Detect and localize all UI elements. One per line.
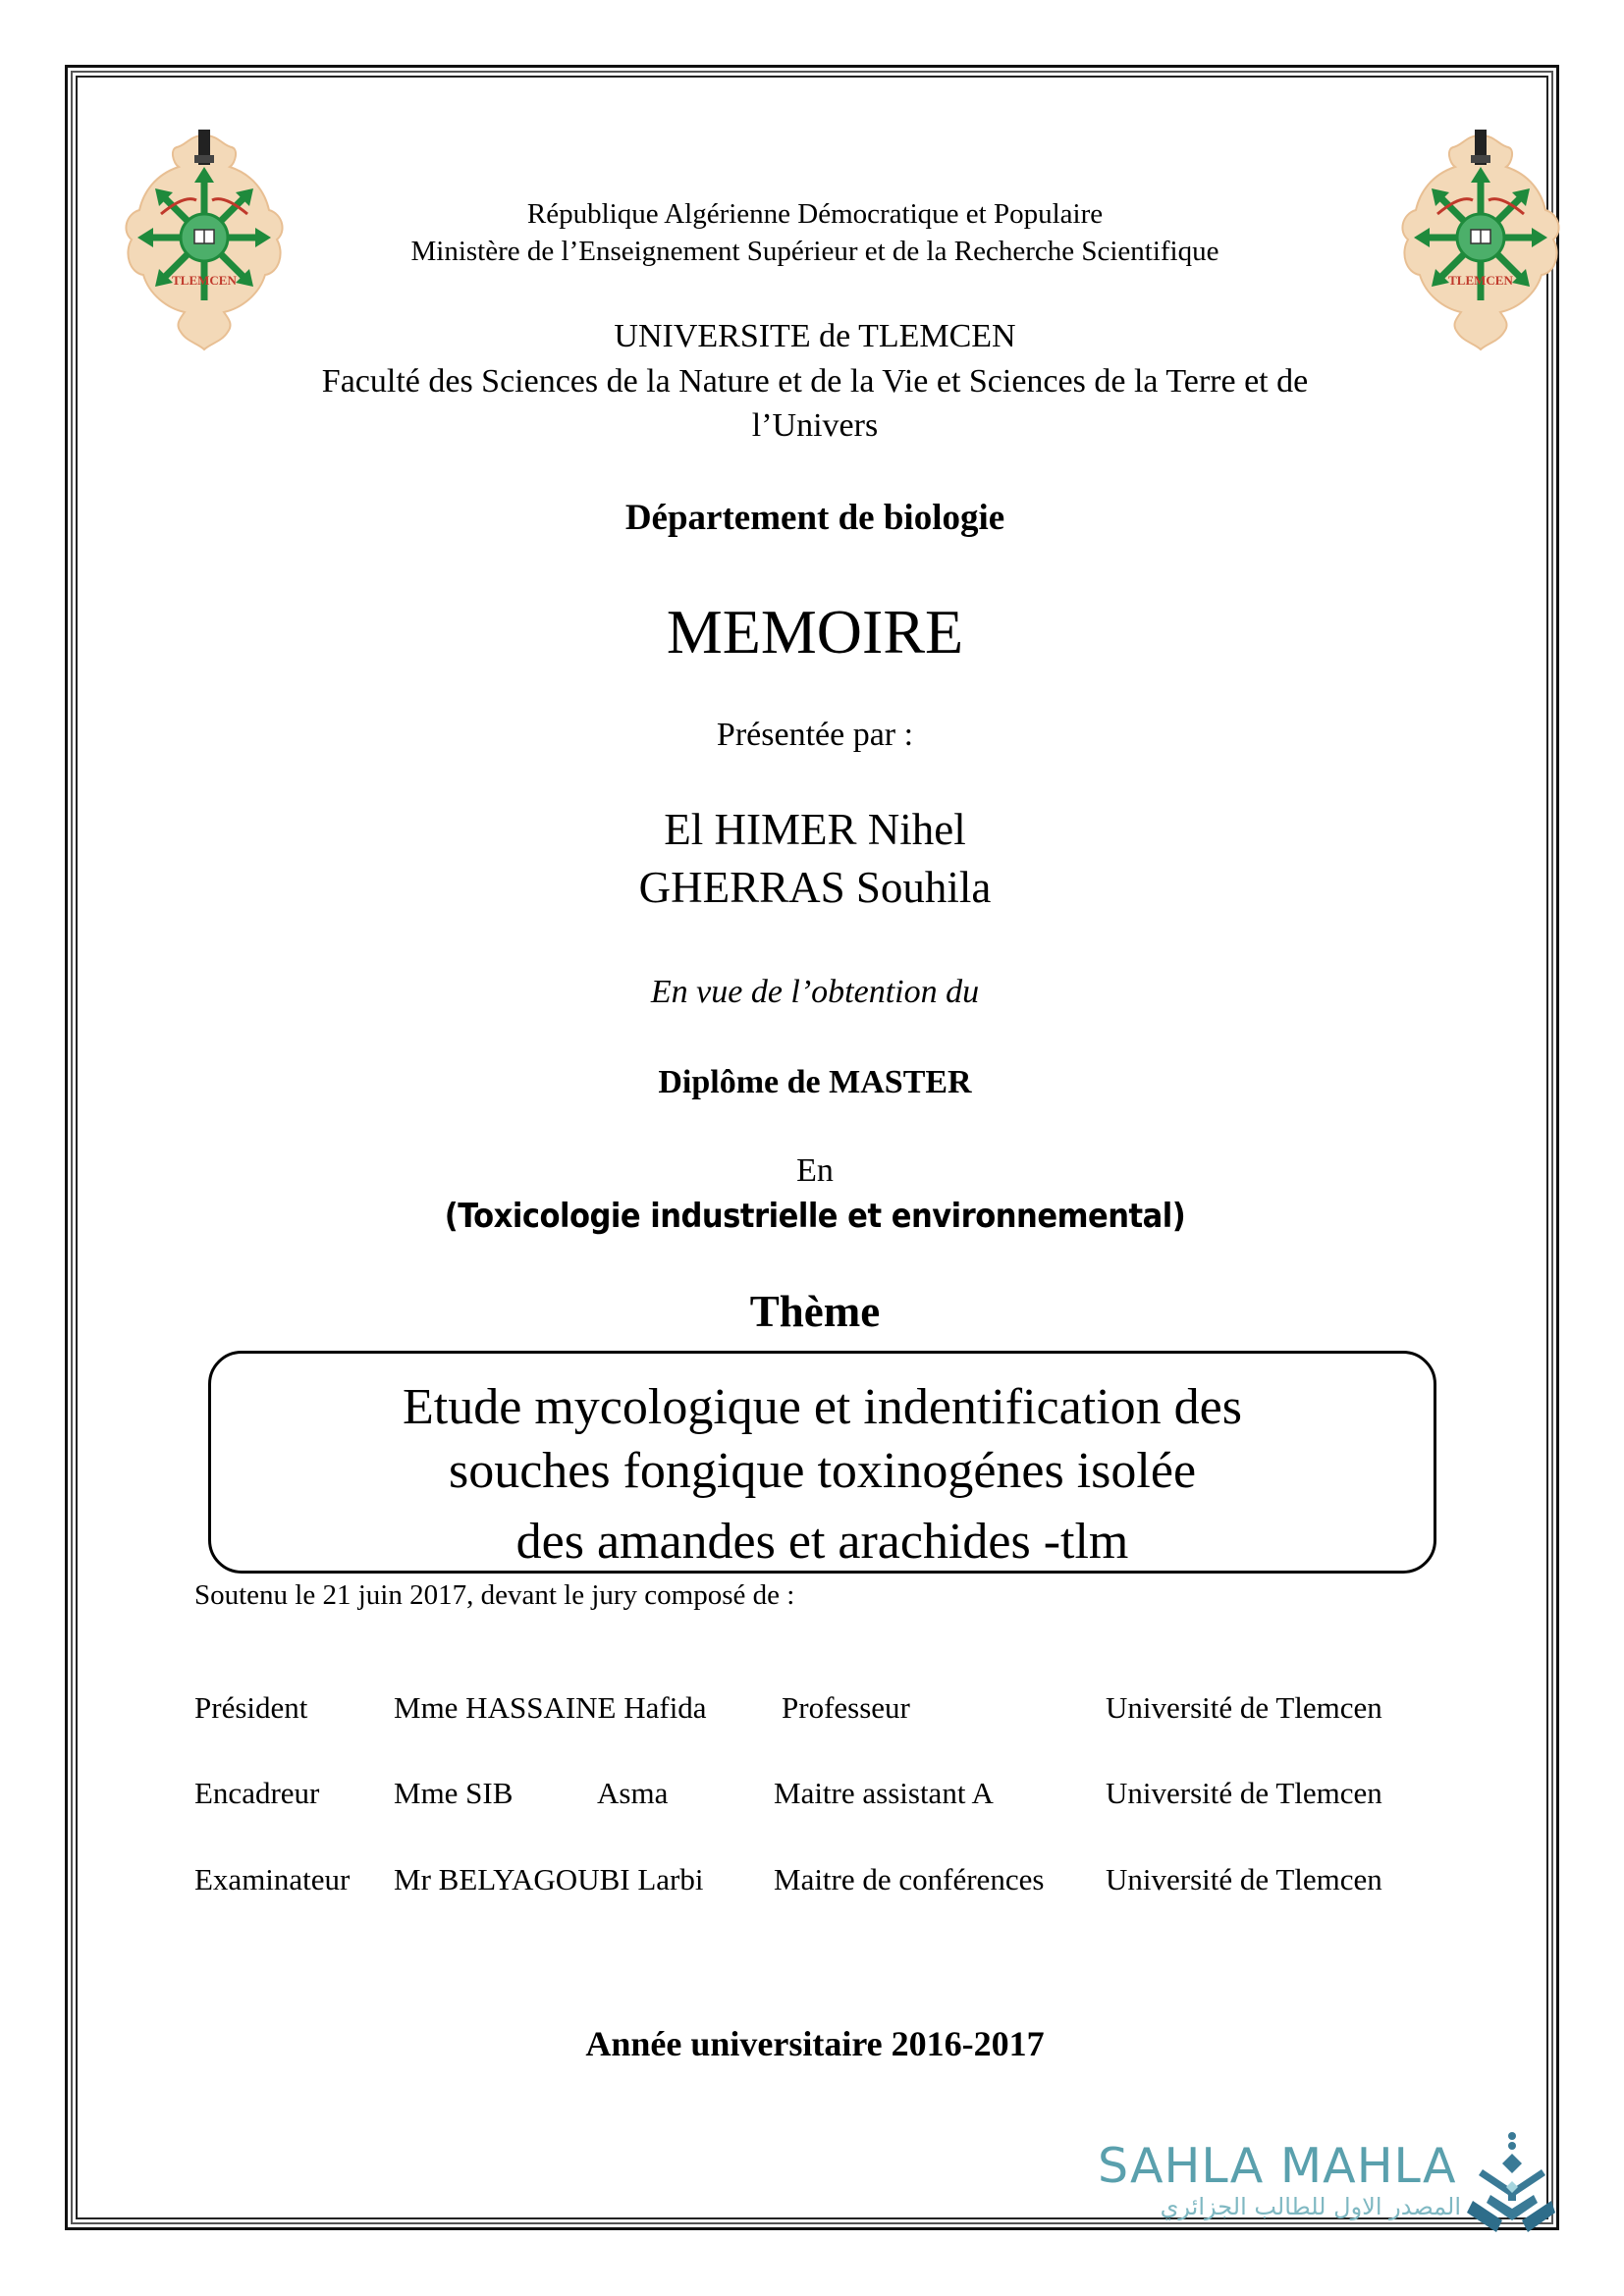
jury-name: Mr BELYAGOUBI Larbi: [394, 1862, 704, 1896]
jury-role: Examinateur: [194, 1862, 351, 1896]
defense-intro: Soutenu le 21 juin 2017, devant le jury composé de :: [194, 1579, 795, 1611]
svg-text:TLEMCEN: TLEMCEN: [172, 273, 237, 288]
author-2: GHERRAS Souhila: [638, 863, 992, 912]
theme-heading: Thème: [749, 1287, 881, 1336]
author-1: El HIMER Nihel: [664, 805, 966, 854]
jury-first-name: Asma: [597, 1776, 669, 1810]
jury-row: [194, 1776, 1471, 1815]
in-label: En: [796, 1152, 834, 1189]
sahla-mahla-watermark: [1098, 2130, 1559, 2238]
diploma-label: Diplôme de MASTER: [658, 1064, 972, 1100]
jury-institution: Université de Tlemcen: [1106, 1862, 1382, 1896]
jury-name: Mme SIB: [394, 1776, 514, 1810]
faculty-name-line2: l’Univers: [751, 407, 879, 444]
jury-title: Maitre assistant A: [774, 1776, 994, 1810]
jury-title: Maitre de conférences: [774, 1862, 1045, 1896]
theme-title-box: [208, 1351, 1436, 1574]
sahla-mahla-tagline: المصدر الاول للطالب الجزائري: [1160, 2193, 1461, 2220]
purpose-label: En vue de l’obtention du: [650, 974, 980, 1010]
theme-line-2: souches fongique toxinogénes isolée: [448, 1443, 1197, 1499]
republic-heading: République Algérienne Démocratique et Populaire: [526, 198, 1104, 230]
department-name: Département de biologie: [624, 498, 1005, 538]
academic-year: Année universitaire 2016-2017: [585, 2024, 1045, 2063]
ministry-heading: Ministère de l’Enseignement Supérieur et de la Recherche Scientifique: [410, 236, 1219, 267]
document-type-title: MEMOIRE: [666, 597, 964, 667]
specialty-label: (Toxicologie industrielle et environnemental): [444, 1197, 1186, 1236]
jury-role: Encadreur: [194, 1776, 320, 1810]
jury-role: Président: [194, 1690, 308, 1725]
jury-row: [194, 1862, 1471, 1901]
university-logo-left-icon: [116, 116, 293, 351]
university-logo-right-icon: [1392, 116, 1569, 351]
sahla-mahla-calligraphy-icon: [1463, 2130, 1555, 2236]
jury-name: Mme HASSAINE Hafida: [394, 1690, 707, 1725]
svg-text:TLEMCEN: TLEMCEN: [1448, 273, 1513, 288]
presented-by-label: Présentée par :: [716, 717, 914, 753]
theme-line-3: des amandes et arachides -tlm: [515, 1514, 1129, 1570]
jury-row: [194, 1690, 1471, 1730]
theme-line-1: Etude mycologique et indentification des: [403, 1379, 1242, 1435]
faculty-name-line1: Faculté des Sciences de la Nature et de la Vie et Sciences de la Terre et de: [321, 363, 1309, 400]
jury-institution: Université de Tlemcen: [1106, 1690, 1382, 1725]
jury-institution: Université de Tlemcen: [1106, 1776, 1382, 1810]
sahla-mahla-brand: SAHLA MAHLA: [1098, 2138, 1457, 2194]
jury-title: Professeur: [782, 1690, 910, 1725]
university-name: UNIVERSITE de TLEMCEN: [614, 318, 1016, 354]
